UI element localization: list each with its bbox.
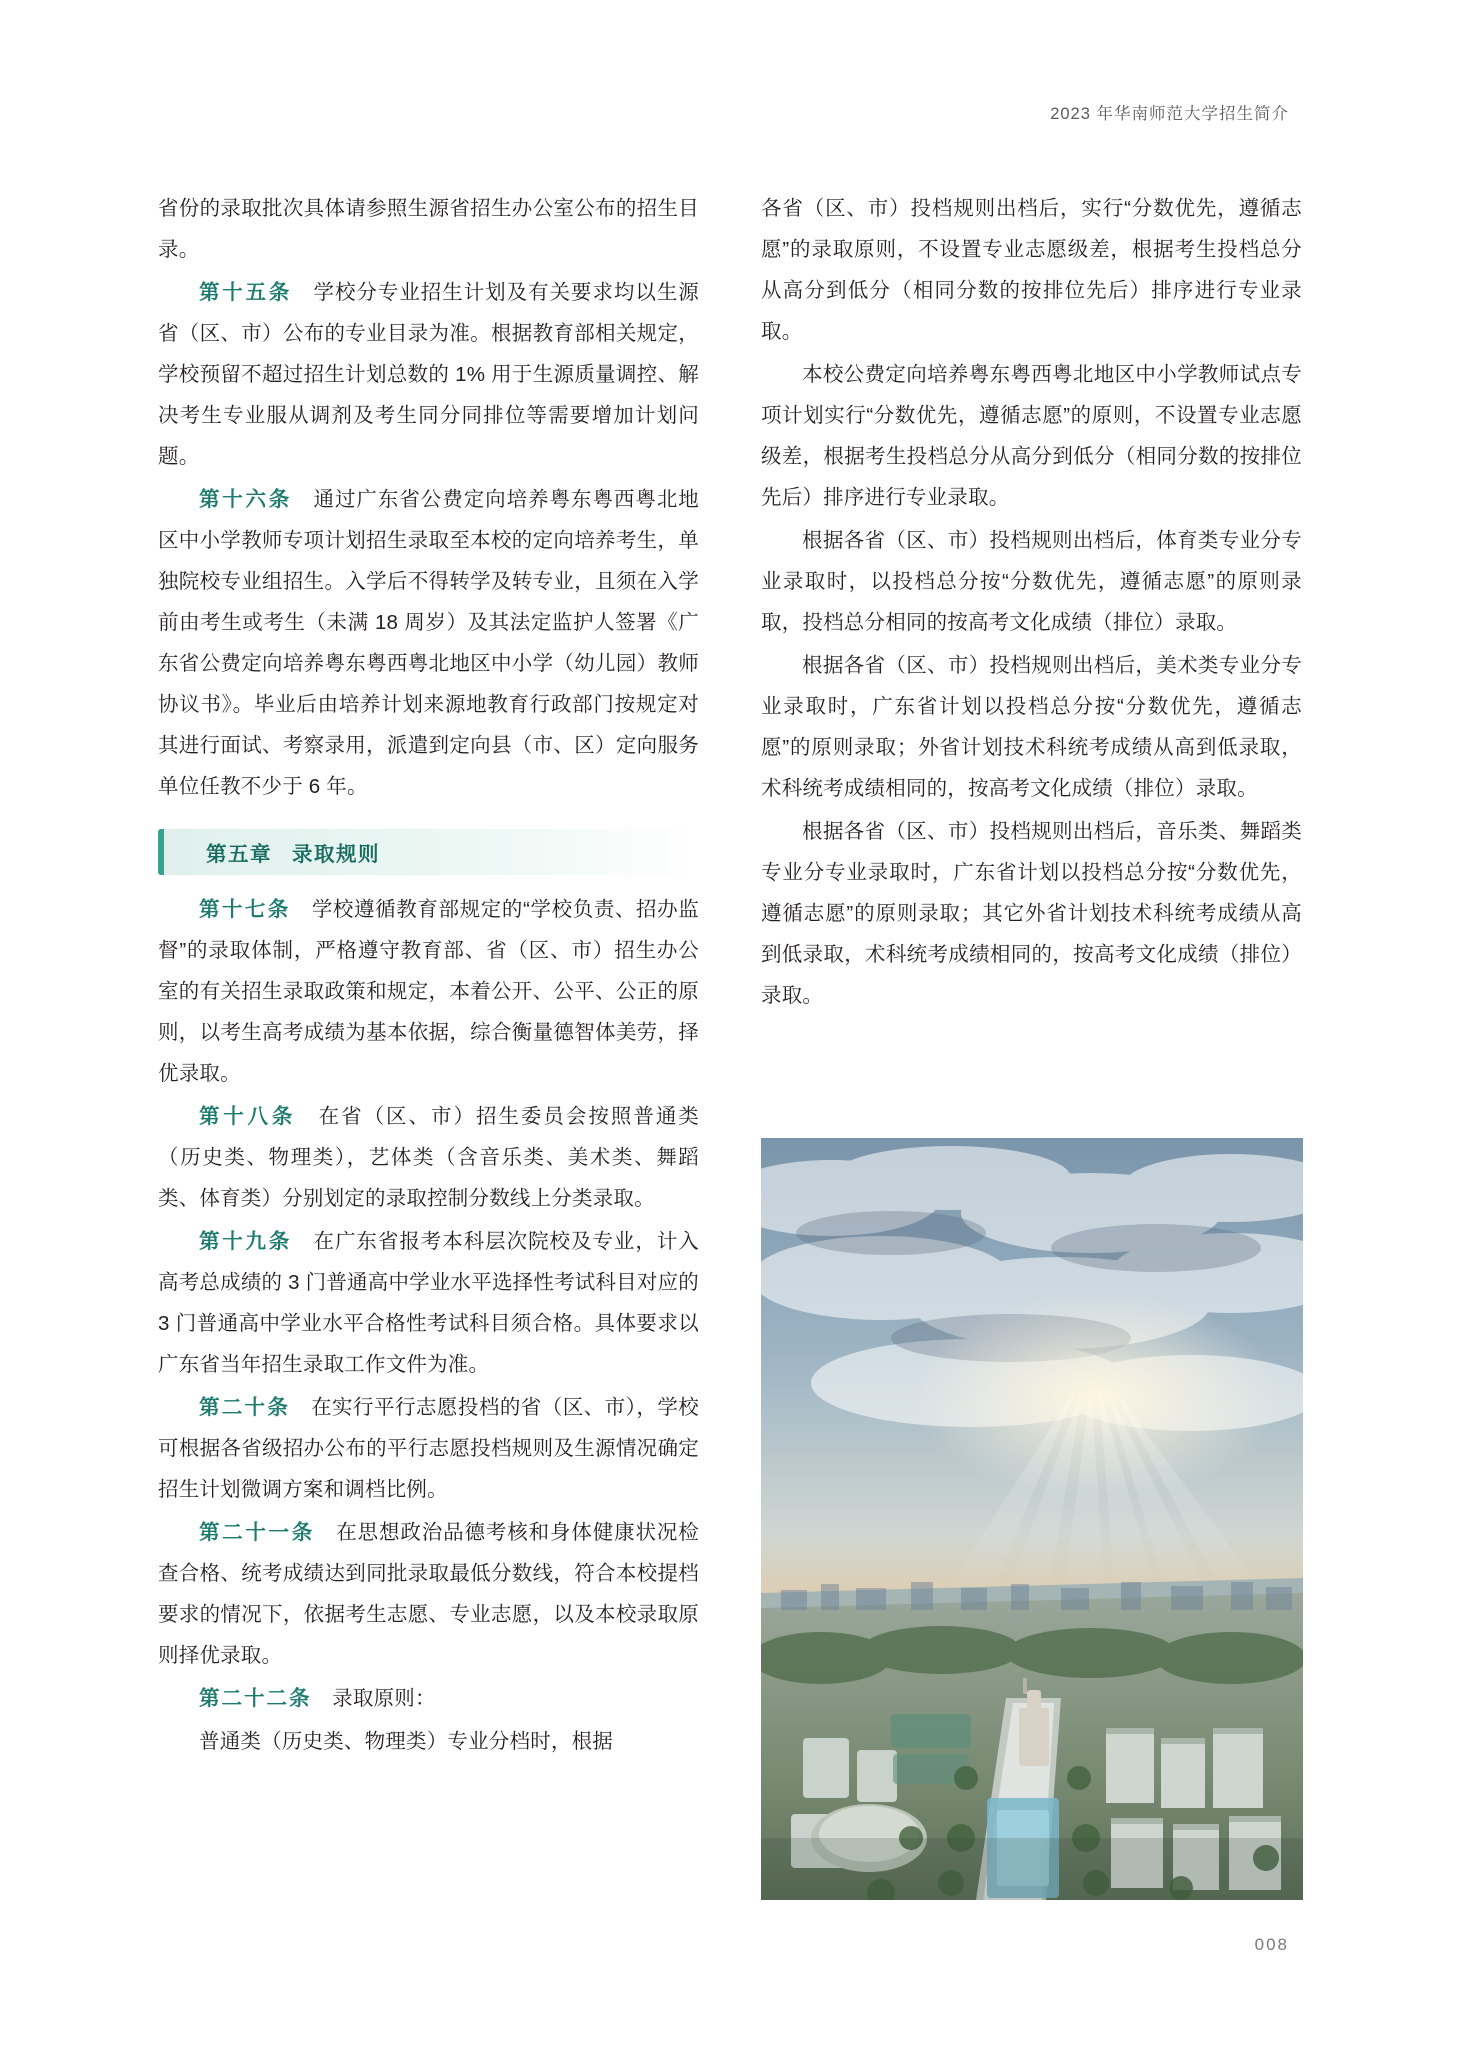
paragraph [761, 645, 1302, 809]
chapter-title: 录取规则 [292, 843, 380, 866]
paragraph-text: 各省（区、市）投档规则出档后，实行“分数优先，遵循志愿”的录取原则，不设置专业志愿级差，根据考生投档总分从高分到低分（相同分数的按排位先后）排序进行专业录取。 [761, 197, 1302, 343]
chapter-heading-text [158, 837, 380, 867]
left-column [158, 188, 699, 1764]
paragraph [158, 1387, 699, 1510]
paragraph-text: 根据各省（区、市）投档规则出档后，美术类专业分专业录取时，广东省计划以投档总分按“分数优先，遵循志愿”的原则录取；外省计划技术科统考成绩从高到低录取，术科统考成绩相同的，按高考文化成绩（排位）录取。 [761, 654, 1302, 800]
running-header: 2023 年华南师范大学招生简介 [1050, 105, 1289, 123]
article-number: 第十九条 [199, 1230, 293, 1253]
campus-photo-illustration [761, 1138, 1303, 1900]
paragraph [158, 1721, 699, 1762]
paragraph-text: 普通类（历史类、物理类）专业分档时，根据 [199, 1730, 613, 1753]
page-number: 008 [1254, 1935, 1289, 1954]
article-number: 第十六条 [199, 488, 293, 511]
paragraph [761, 520, 1302, 643]
paragraph-text: 在实行平行志愿投档的省（区、市），学校可根据各省级招办公布的平行志愿投档规则及生源情况确定招生计划微调方案和调档比例。 [158, 1396, 700, 1501]
paragraph [761, 188, 1302, 352]
paragraph [158, 1678, 699, 1719]
article-number: 第二十一条 [199, 1521, 315, 1544]
paragraph [761, 354, 1302, 518]
paragraph-text: 通过广东省公费定向培养粤东粤西粤北地区中小学教师专项计划招生录取至本校的定向培养考生，单独院校专业组招生。入学后不得转学及转专业，且须在入学前由考生或考生（未满 18 周岁）及其法定监护人签署《广东省公费定向培养粤东粤西粤北地区中小学（幼儿园）教师协议书》。毕业后由培养计划来源地教育行政部门按规定对其进行面试、考察录用，派遣到定向县（市、区）定向服务单位任教不少于 6 年。 [158, 488, 700, 798]
paragraph [158, 479, 699, 807]
paragraph-text: 学校分专业招生计划及有关要求均以生源省（区、市）公布的专业目录为准。根据教育部相关规定，学校预留不超过招生计划总数的 1% 用于生源质量调控、解决考生专业服从调剂及考生同分同排位等需要增加计划问题。 [158, 281, 700, 468]
paragraph [158, 1512, 699, 1676]
paragraph [158, 1221, 699, 1385]
paragraph-text: 在广东省报考本科层次院校及专业，计入高考总成绩的 3 门普通高中学业水平选择性考试科目对应的 3 门普通高中学业水平合格性考试科目须合格。具体要求以广东省当年招生录取工作文件为准。 [158, 1230, 700, 1376]
paragraph [158, 188, 699, 270]
article-number: 第十五条 [199, 281, 293, 304]
article-number: 第二十二条 [199, 1687, 312, 1710]
paragraph [158, 272, 699, 477]
paragraph [158, 889, 699, 1094]
paragraph-text: 根据各省（区、市）投档规则出档后，音乐类、舞蹈类专业分专业录取时，广东省计划以投档总分按“分数优先，遵循志愿”的原则录取；其它外省计划技术科统考成绩从高到低录取，术科统考成绩相同的，按高考文化成绩（排位）录取。 [761, 820, 1302, 1007]
campus-aerial-photo [761, 1138, 1303, 1900]
paragraph-text: 学校遵循教育部规定的“学校负责、招办监督”的录取体制，严格遵守教育部、省（区、市）招生办公室的有关招生录取政策和规定，本着公开、公平、公正的原则，以考生高考成绩为基本依据，综合衡量德智体美劳，择优录取。 [158, 898, 699, 1085]
article-number: 第十七条 [199, 898, 291, 921]
chapter-number: 第五章 [206, 843, 272, 866]
paragraph [158, 1096, 699, 1219]
paragraph-text: 在思想政治品德考核和身体健康状况检查合格、统考成绩达到同批录取最低分数线，符合本校提档要求的情况下，依据考生志愿、专业志愿，以及本校录取原则择优录取。 [158, 1521, 700, 1667]
paragraph-text: 录取原则： [332, 1687, 436, 1710]
chapter-heading-bar [158, 829, 699, 875]
paragraph-text: 本校公费定向培养粤东粤西粤北地区中小学教师试点专项计划实行“分数优先，遵循志愿”的原则，不设置专业志愿级差，根据考生投档总分从高分到低分（相同分数的按排位先后）排序进行专业录取。 [761, 363, 1302, 509]
paragraph-text: 省份的录取批次具体请参照生源省招生办公室公布的招生目录。 [158, 197, 699, 261]
paragraph-text: 在省（区、市）招生委员会按照普通类（历史类、物理类），艺体类（含音乐类、美术类、舞蹈类、体育类）分别划定的录取控制分数线上分类录取。 [158, 1105, 699, 1210]
paragraph-text: 根据各省（区、市）投档规则出档后，体育类专业分专业录取时，以投档总分按“分数优先，遵循志愿”的原则录取，投档总分相同的按高考文化成绩（排位）录取。 [761, 529, 1302, 634]
paragraph [761, 811, 1302, 1016]
article-number: 第十八条 [199, 1105, 297, 1128]
article-number: 第二十条 [199, 1396, 291, 1419]
